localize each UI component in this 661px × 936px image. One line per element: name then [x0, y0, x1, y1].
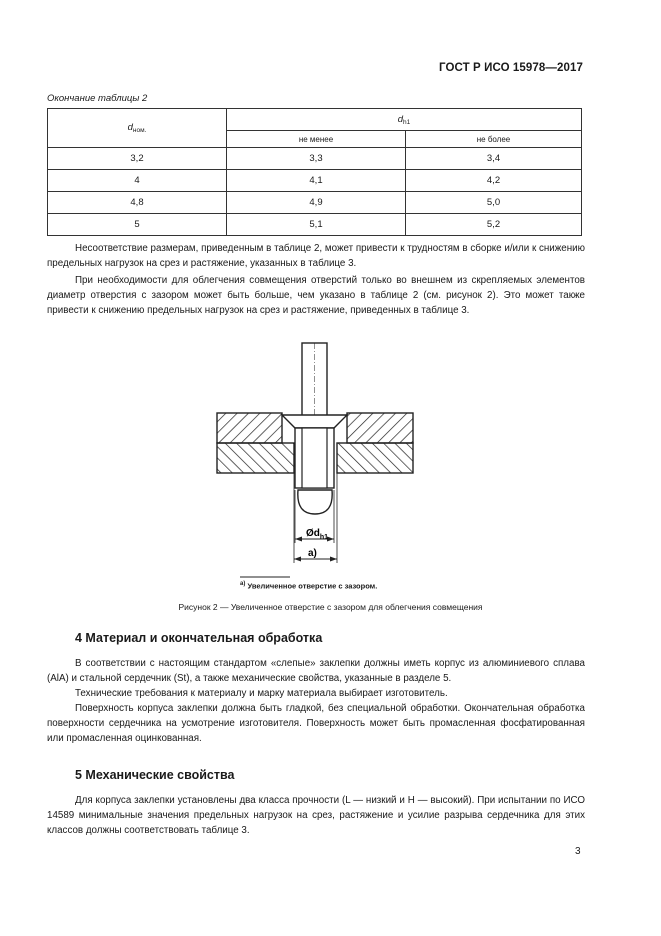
table-cell: 5,1 [227, 214, 406, 236]
header-dh1-symbol: d [397, 113, 404, 125]
section-4-title: 4 Материал и окончательная обработка [75, 631, 323, 645]
paragraph: Несоответствие размерам, приведенным в таблице 2, может привести к трудностям в сборке и/или к снижению предельных нагрузок на срез и растяжение, указанных в таблице 3. [47, 243, 585, 269]
figure-caption: Рисунок 2 — Увеличенное отверстие с зазором для облегчения совмещения [178, 602, 483, 612]
table-cell: 4,8 [48, 192, 227, 214]
document-standard-header: ГОСТ Р ИСО 15978—2017 [438, 62, 583, 74]
header-dh1-subscript: h1 [403, 118, 411, 126]
header-dh1-group [227, 109, 582, 131]
table-cell: 4,2 [406, 170, 582, 192]
table-cell: 4 [48, 170, 227, 192]
header-d-nom [48, 109, 227, 148]
header-min: не менее [227, 131, 406, 148]
section-5-body [47, 793, 585, 838]
paragraph: Для корпуса заклепки установлены два класса прочности (L — низкий и H — высокий). При испытании по ИСО 14589 минимальные значения предельных нагрузок на срез, растяжение и усилие разрыва сердечника для этих классов должны соответствовать таблице 3. [47, 795, 585, 836]
page-number: 3 [575, 846, 581, 857]
header-d-nom-subscript: ном. [132, 127, 147, 134]
table-cell: 3,4 [406, 148, 582, 170]
table-cell: 3,3 [227, 148, 406, 170]
footnote-marker: a) [240, 581, 246, 587]
footnote-text: Увеличенное отверстие с зазором. [247, 581, 378, 591]
table-cell: 5 [48, 214, 227, 236]
table-cell: 4,9 [227, 192, 406, 214]
header-max: не более [406, 131, 582, 148]
table-caption: Окончание таблицы 2 [47, 93, 148, 104]
footnote-rule [240, 576, 292, 578]
table-cell: 5,0 [406, 192, 582, 214]
table-cell: 4,1 [227, 170, 406, 192]
section-4-body [47, 656, 585, 746]
paragraph: При необходимости для облегчения совмещения отверстий только во внешнем из скрепляемых элементов диаметр отверстия с зазором может быть больше, чем указано в таблице 2 (см. рисунок 2). Это может также привести к снижению предельных нагрузок на срез и растяжение, приведенных в таблице 3. [47, 275, 585, 316]
dim-dh1-subscript: h1 [319, 534, 329, 541]
table-cell: 3,2 [48, 148, 227, 170]
table-cell: 5,2 [406, 214, 582, 236]
header-d-nom-symbol: d [127, 122, 133, 133]
table-row [48, 192, 582, 214]
table-row [48, 170, 582, 192]
dimensions-table [47, 108, 582, 236]
dim-dh1-symbol: Ød [306, 528, 320, 539]
dim-a-marker: a) [308, 548, 317, 559]
paragraph: Технические требования к материалу и марку материала выбирает изготовитель. [75, 688, 448, 699]
figure-footnote [240, 581, 377, 591]
intro-paragraphs [47, 241, 585, 318]
table-row [48, 214, 582, 236]
paragraph: В соответствии с настоящим стандартом «слепые» заклепки должны иметь корпус из алюминиевого сплава (AlA) и стальной сердечник (St), а также механические свойства, указанные в разделе 5. [47, 658, 585, 684]
rivet-figure [210, 338, 420, 570]
table-row [48, 148, 582, 170]
paragraph: Поверхность корпуса заклепки должна быть гладкой, без специальной обработки. Окончательная обработка поверхности сердечника на усмотрение изготовителя. Поверхность может быть промасленная фосфатированная или промасленная оцинкованная. [47, 703, 585, 744]
section-5-title: 5 Механические свойства [75, 768, 235, 782]
